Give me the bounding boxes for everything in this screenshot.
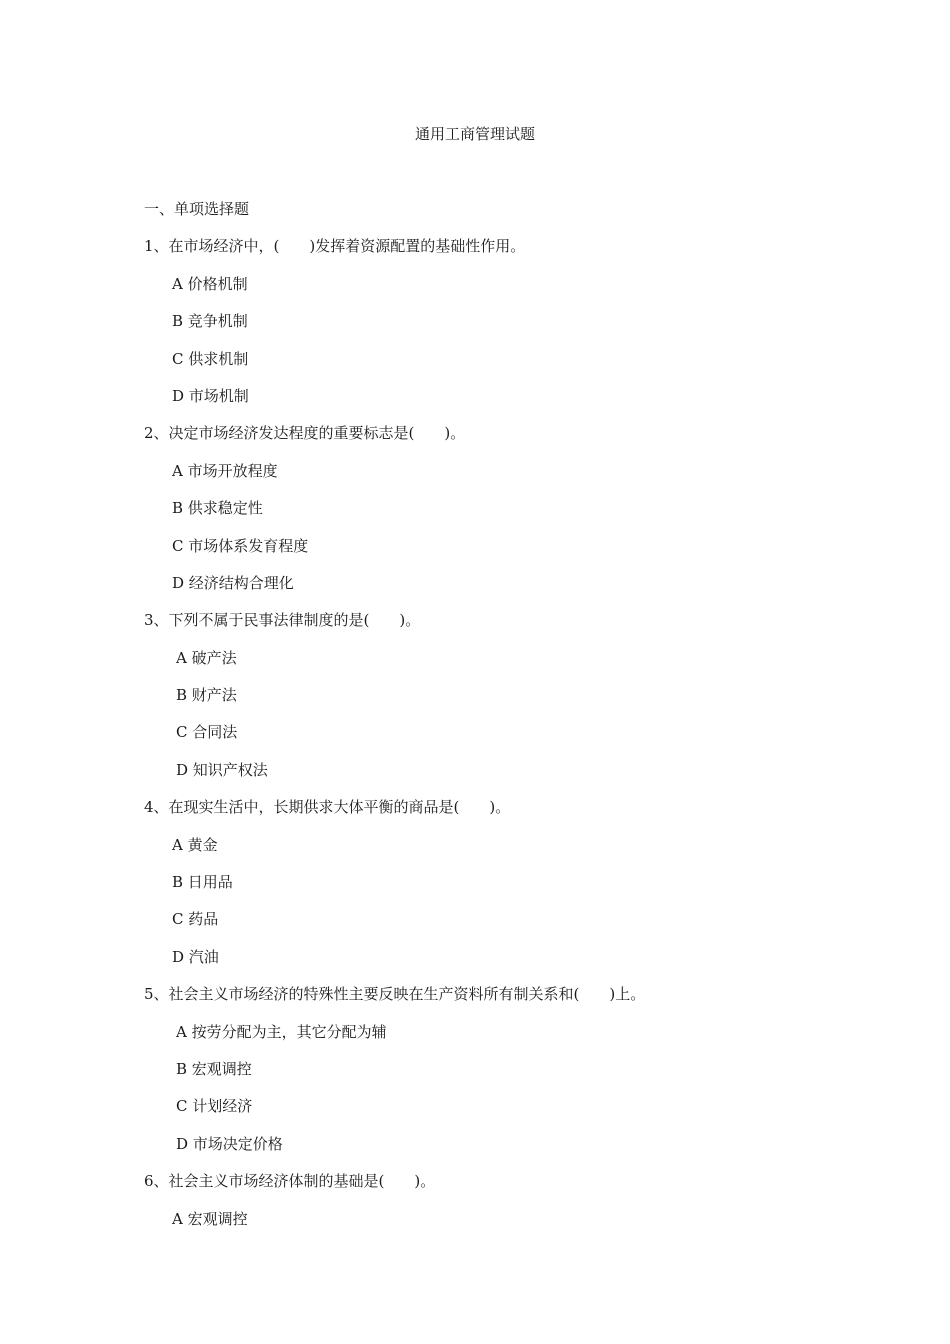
question-option: A 市场开放程度 — [172, 461, 278, 480]
question-option: B 宏观调控 — [176, 1059, 252, 1078]
document-title: 通用工商管理试题 — [414, 125, 535, 143]
question-option: C 合同法 — [176, 723, 238, 742]
question-stem: 2、决定市场经济发达程度的重要标志是( )。 — [144, 424, 466, 443]
question-option: B 供求稳定性 — [172, 499, 263, 518]
question-option: B 竞争机制 — [172, 312, 248, 331]
question-option: D 市场机制 — [172, 386, 249, 405]
question-stem: 4、在现实生活中，长期供求大体平衡的商品是( )。 — [144, 798, 511, 817]
question-option: C 市场体系发育程度 — [172, 536, 309, 555]
question-option: A 破产法 — [176, 648, 237, 667]
question-option: C 供求机制 — [172, 349, 249, 368]
question-option: D 市场决定价格 — [176, 1134, 283, 1153]
question-option: A 宏观调控 — [172, 1209, 248, 1228]
question-option: A 按劳分配为主，其它分配为辅 — [176, 1022, 387, 1041]
question-option: D 汽油 — [172, 947, 219, 966]
question-option: D 经济结构合理化 — [172, 573, 294, 592]
question-stem: 3、下列不属于民事法律制度的是( )。 — [144, 611, 421, 630]
question-stem: 5、社会主义市场经济的特殊性主要反映在生产资料所有制关系和( )上。 — [144, 985, 646, 1004]
single-choice-section — [144, 198, 864, 1245]
question-stem: 1、在市场经济中，( )发挥着资源配置的基础性作用。 — [144, 237, 526, 256]
question-option: B 日用品 — [172, 873, 233, 892]
question-option: B 财产法 — [176, 686, 237, 705]
section-heading: 一、单项选择题 — [144, 200, 250, 218]
question-option: A 价格机制 — [172, 274, 248, 293]
question-option: C 计划经济 — [176, 1097, 253, 1116]
question-option: C 药品 — [172, 910, 219, 929]
question-option: A 黄金 — [172, 835, 218, 854]
question-stem: 6、社会主义市场经济体制的基础是( )。 — [144, 1172, 436, 1191]
question-option: D 知识产权法 — [176, 760, 268, 779]
